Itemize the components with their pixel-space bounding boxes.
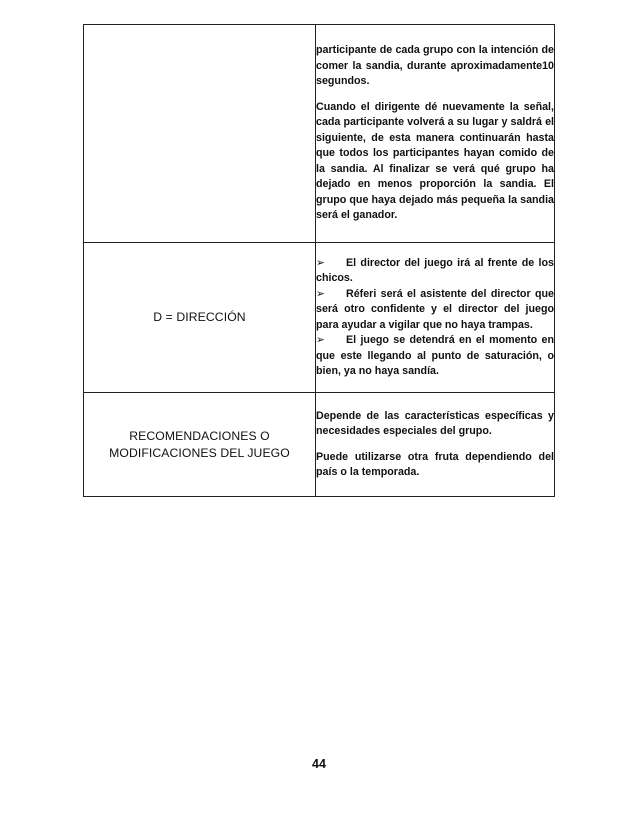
paragraph: participante de cada grupo con la intención de comer la sandia, durante aproximadamente10 segundos. [316,44,554,88]
table-row [84,25,555,243]
paragraph: Depende de las características específicas y necesidades especiales del grupo. [316,409,554,437]
description-cell [316,25,555,243]
direction-cell [316,243,555,393]
page-number: 44 [312,757,326,771]
list-item: ➢ Réferi será el asistente del director que será otro confidente y el director del juego para ayudar a vigilar que no haya trampas. [316,287,554,331]
paragraph: Puede utilizarse otra fruta dependiendo del país o la temporada. [316,450,554,478]
label-line: RECOMENDACIONES O [129,428,270,443]
list-item: ➢ El director del juego irá al frente de los chicos. [316,256,554,284]
arrow-bullet-icon: ➢ [316,256,325,269]
recommendations-cell [316,393,555,497]
recommendations-label [84,393,316,497]
empty-label-cell [84,25,316,243]
list-item: ➢ El juego se detendrá en el momento en que este llegando al punto de saturación, o bien, ya no haya sandía. [316,334,554,377]
table-row [84,393,555,497]
game-description-table [83,24,555,497]
label-line: MODIFICACIONES DEL JUEGO [109,445,290,460]
paragraph: Cuando el dirigente dé nuevamente la señal, cada participante volverá a su lugar y saldrá el siguiente, de esta manera continuarán hasta que todos los participantes hayan comido de la sandia. Al finalizar se verá qué grupo ha dejado en menos proporción la sandia. El grupo que haya dejado más pequeña la sandia será el ganador. [316,100,554,222]
arrow-bullet-icon: ➢ [316,287,325,300]
direction-label: D = DIRECCIÓN [84,243,316,393]
table-row [84,243,555,393]
arrow-bullet-icon: ➢ [316,334,325,346]
